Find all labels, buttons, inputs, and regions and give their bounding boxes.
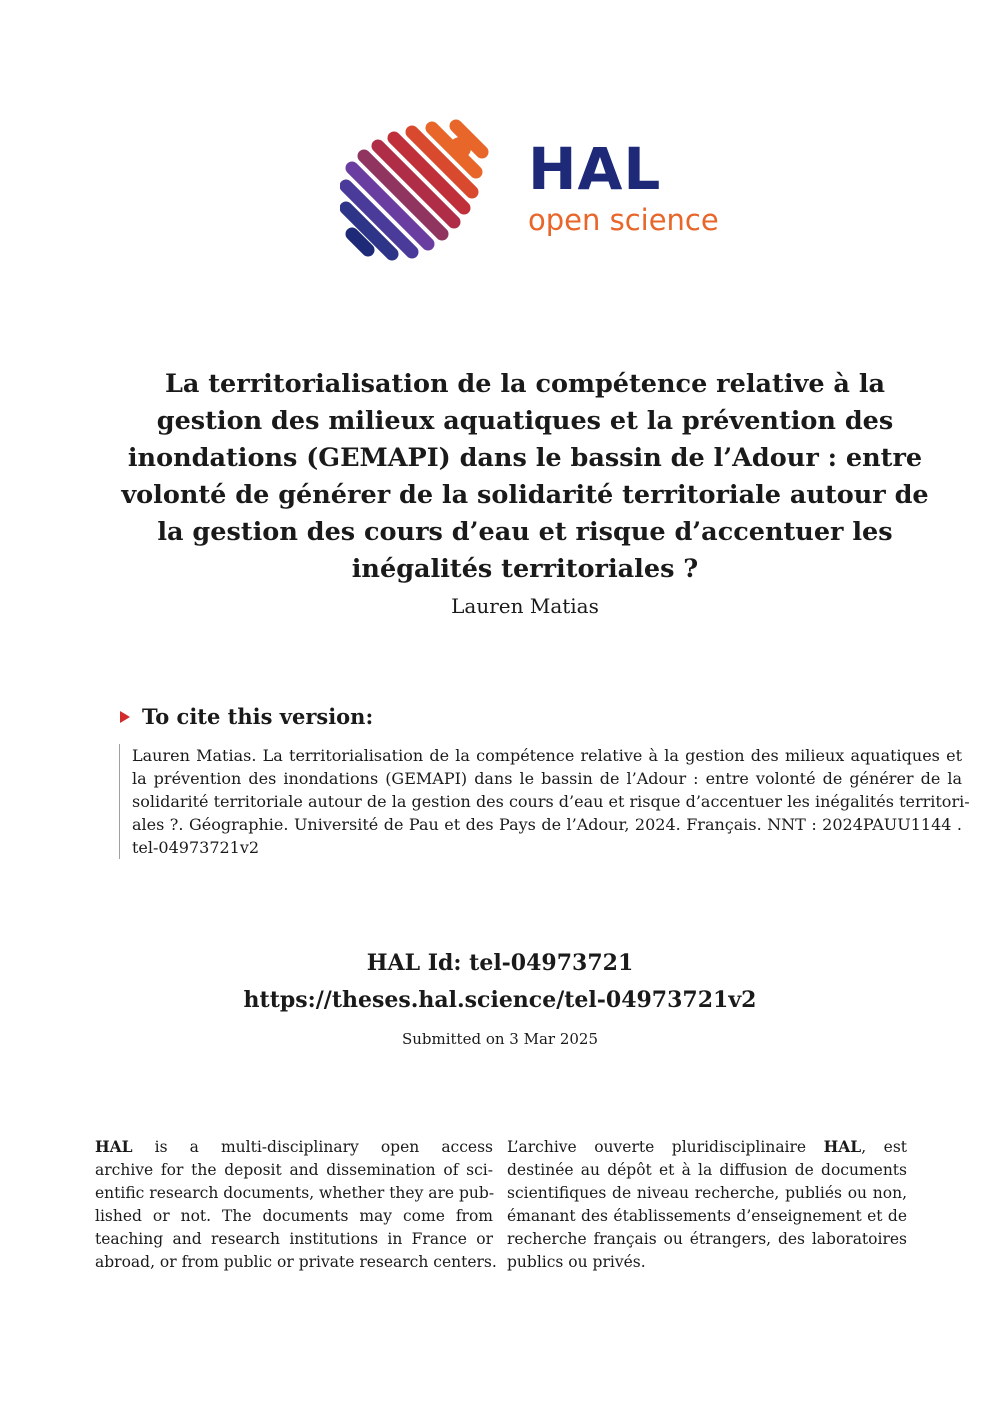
notice-line: scientifiques de niveau recherche, publiés ou non, [507,1184,907,1202]
notice-line: émanant des établissements d’enseignement et de [507,1207,907,1225]
notice-line: entific research documents, whether they are pub- [95,1184,495,1202]
title-line: la gestion des cours d’eau et risque d’accentuer les [157,517,893,547]
author-name: Lauren Matias [451,594,599,618]
cite-heading [120,703,373,731]
notice-text: is a multi-disciplinary open access [132,1138,493,1156]
title-line: La territorialisation de la compétence relative à la [164,369,886,399]
cite-heading-text: To cite this version: [142,704,374,729]
notice-line: archive for the deposit and dissemination of sci- [95,1161,493,1179]
citation-block [119,744,970,859]
hal-id: HAL Id: tel-04973721 [366,950,634,976]
logo-brand-text: HAL [528,135,662,203]
triangle-right-icon [120,711,130,723]
citation-line: ales ?. Géographie. Université de Pau et des Pays de l’Adour, 2024. Français. NNT : 2024PAUU1144 . [132,815,962,834]
notice-hal-bold: HAL [95,1137,133,1156]
submission-date: Submitted on 3 Mar 2025 [401,1030,599,1048]
document-title [110,366,940,588]
title-line: inondations (GEMAPI) dans le bassin de l’Adour : entre [127,443,923,473]
notice-text: , est [861,1138,908,1156]
notice-text: L’archive ouverte pluridisciplinaire [507,1138,824,1156]
notice-line: lished or not. The documents may come from [95,1207,493,1225]
hal-logo-mark-icon [340,118,500,278]
notice-english [95,1135,497,1274]
title-line: gestion des milieux aquatiques et la prévention des [156,406,894,436]
citation-line: solidarité territoriale autour de la gestion des cours d’eau et risque d’accentuer les inégalités territori- [132,792,970,811]
notice-hal-bold: HAL [823,1137,862,1156]
title-line: volonté de générer de la solidarité territoriale autour de [121,480,929,510]
hal-url-link[interactable]: https://theses.hal.science/tel-04973721v2 [243,987,757,1013]
citation-line: la prévention des inondations (GEMAPI) dans le bassin de l’Adour : entre volonté de générer de la [132,769,962,788]
notice-line: teaching and research institutions in France or [95,1230,493,1248]
citation-line: tel-04973721v2 [132,838,260,857]
notice-french [507,1135,907,1274]
notice-line [95,1135,493,1159]
logo-subtitle-text: open science [528,203,719,237]
title-line: inégalités territoriales ? [351,554,699,584]
notice-line: destinée au dépôt et à la diffusion de documents [507,1161,907,1179]
notice-line [507,1135,907,1159]
notice-line: recherche français ou étrangers, des laboratoires [507,1230,907,1248]
notice-line: abroad, or from public or private research centers. [95,1253,497,1271]
hal-logo [340,118,730,278]
citation-line: Lauren Matias. La territorialisation de la compétence relative à la gestion des milieux aquatiques et [132,746,962,765]
notice-line: publics ou privés. [507,1253,646,1271]
